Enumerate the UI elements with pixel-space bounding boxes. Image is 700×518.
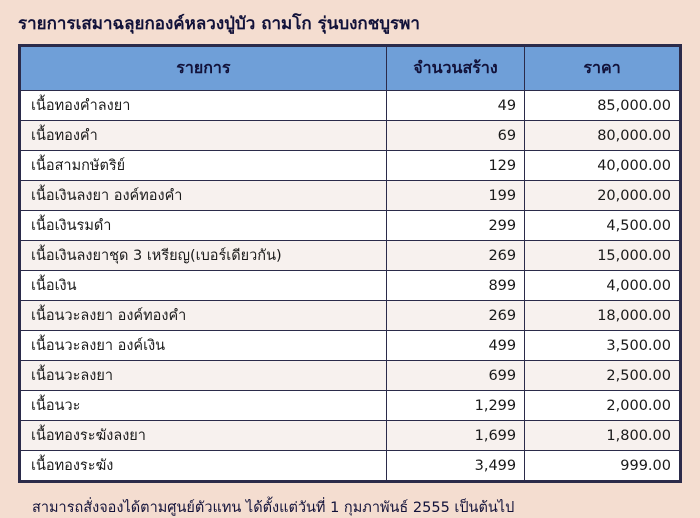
cell-quantity: 299 (386, 211, 524, 241)
cell-quantity: 1,699 (386, 421, 524, 451)
cell-price: 4,500.00 (525, 211, 680, 241)
cell-item: เนื้อนวะ (21, 391, 387, 421)
table-row (21, 331, 680, 361)
cell-quantity: 269 (386, 241, 524, 271)
cell-item: เนื้อทองคำ (21, 121, 387, 151)
footer-note: สามารถสั่งจองได้ตามศูนย์ตัวแทน ได้ตั้งแต่วันที่ 1 กุมภาพันธ์ 2555 เป็นต้นไป (32, 500, 515, 517)
cell-price: 1,800.00 (525, 421, 680, 451)
cell-quantity: 69 (386, 121, 524, 151)
cell-item: เนื้อนวะลงยา องค์ทองคำ (21, 301, 387, 331)
table-row (21, 91, 680, 121)
cell-price: 85,000.00 (525, 91, 680, 121)
cell-price: 40,000.00 (525, 151, 680, 181)
cell-item: เนื้อสามกษัตริย์ (21, 151, 387, 181)
cell-quantity: 699 (386, 361, 524, 391)
cell-quantity: 3,499 (386, 451, 524, 481)
table-row (21, 121, 680, 151)
column-header-price: ราคา (525, 47, 680, 91)
price-table-container (18, 44, 682, 483)
cell-quantity: 269 (386, 301, 524, 331)
cell-item: เนื้อทองระฆัง (21, 451, 387, 481)
cell-item: เนื้อเงินรมดำ (21, 211, 387, 241)
cell-item: เนื้อเงิน (21, 271, 387, 301)
cell-price: 20,000.00 (525, 181, 680, 211)
table-row (21, 301, 680, 331)
page-title: รายการเสมาฉลุยกองค์หลวงปู่บัว ถามโก รุ่นบงกชบูรพา (18, 14, 420, 34)
price-table (20, 46, 680, 481)
cell-quantity: 1,299 (386, 391, 524, 421)
table-row (21, 421, 680, 451)
cell-item: เนื้อทองคำลงยา (21, 91, 387, 121)
cell-item: เนื้อเงินลงยา องค์ทองคำ (21, 181, 387, 211)
table-row (21, 271, 680, 301)
cell-quantity: 499 (386, 331, 524, 361)
cell-item: เนื้อนวะลงยา องค์เงิน (21, 331, 387, 361)
column-header-item: รายการ (21, 47, 387, 91)
table-row (21, 211, 680, 241)
table-body (21, 91, 680, 481)
table-header-row (21, 47, 680, 91)
cell-price: 2,500.00 (525, 361, 680, 391)
table-header (21, 47, 680, 91)
cell-item: เนื้อเงินลงยาชุด 3 เหรียญ(เบอร์เดียวกัน) (21, 241, 387, 271)
table-row (21, 181, 680, 211)
cell-item: เนื้อทองระฆังลงยา (21, 421, 387, 451)
cell-price: 999.00 (525, 451, 680, 481)
table-row (21, 361, 680, 391)
cell-price: 2,000.00 (525, 391, 680, 421)
cell-item: เนื้อนวะลงยา (21, 361, 387, 391)
table-row (21, 451, 680, 481)
cell-price: 15,000.00 (525, 241, 680, 271)
table-row (21, 151, 680, 181)
cell-quantity: 199 (386, 181, 524, 211)
table-row (21, 391, 680, 421)
cell-price: 3,500.00 (525, 331, 680, 361)
cell-price: 18,000.00 (525, 301, 680, 331)
cell-quantity: 899 (386, 271, 524, 301)
cell-price: 4,000.00 (525, 271, 680, 301)
cell-quantity: 129 (386, 151, 524, 181)
cell-price: 80,000.00 (525, 121, 680, 151)
column-header-quantity: จำนวนสร้าง (386, 47, 524, 91)
cell-quantity: 49 (386, 91, 524, 121)
table-row (21, 241, 680, 271)
